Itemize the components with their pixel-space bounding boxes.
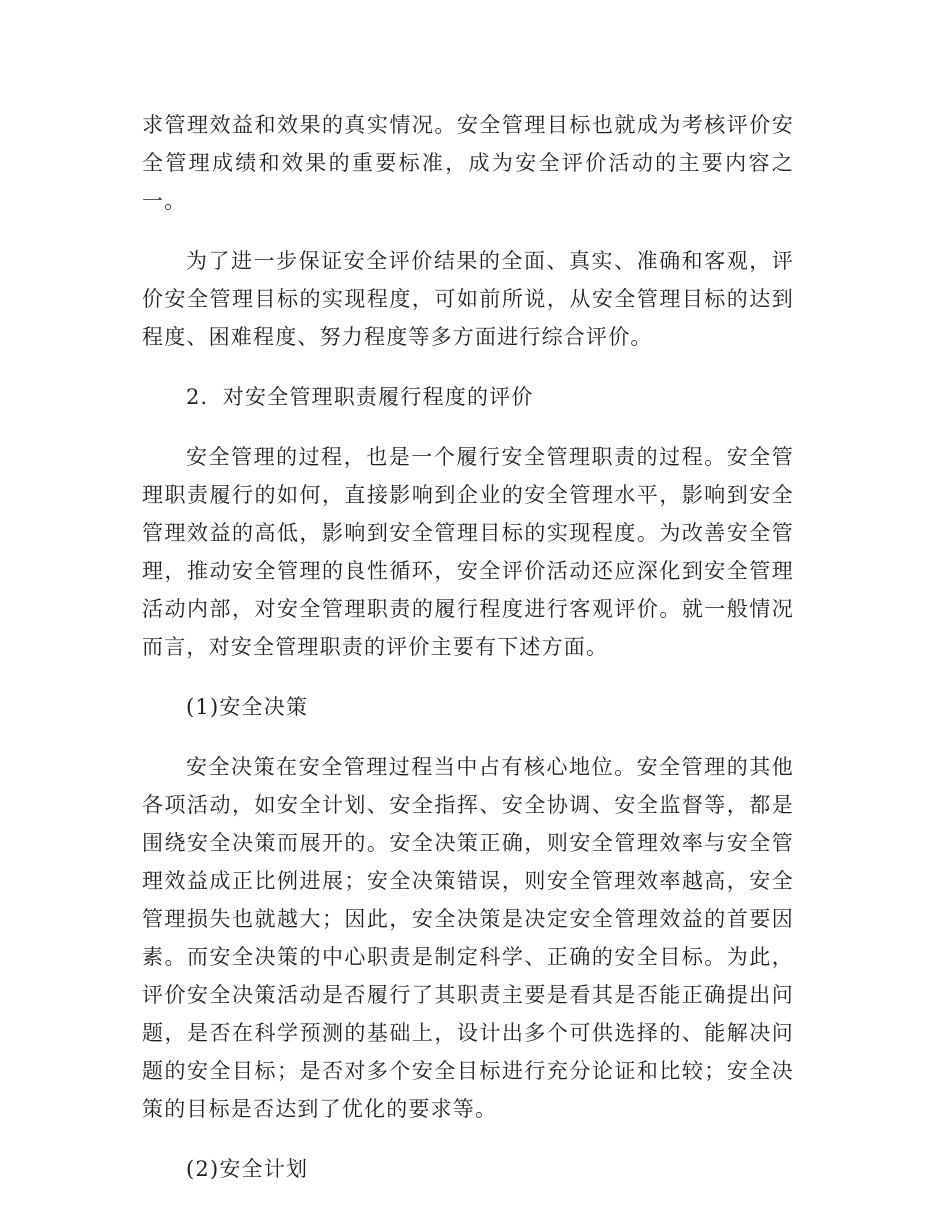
- paragraph-continuation: 求管理效益和效果的真实情况。安全管理目标也就成为考核评价安全管理成绩和效果的重要标准，成为安全评价活动的主要内容之一。: [142, 113, 794, 213]
- section-heading-2: 2．对安全管理职责履行程度的评价: [186, 385, 534, 409]
- document-body: [142, 106, 794, 1210]
- paragraph-safety-decision: 安全决策在安全管理过程当中占有核心地位。安全管理的其他各项活动，如安全计划、安全指挥、安全协调、安全监督等，都是围绕安全决策而展开的。安全决策正确，则安全管理效率与安全管理效益成正比例进展；安全决策错误，则安全管理效率越高，安全管理损失也就越大；因此，安全决策是决定安全管理效益的首要因素。而安全决策的中心职责是制定科学、正确的安全目标。为此，评价安全决策活动是否履行了其职责主要是看其是否能正确提出问题，是否在科学预测的基础上，设计出多个可供选择的、能解决问题的安全目标；是否对多个安全目标进行充分论证和比较；安全决策的目标是否达到了优化的要求等。: [142, 755, 794, 1121]
- subheading-safety-plan: (2)安全计划: [186, 1157, 309, 1181]
- paragraph-evaluation-goal: 为了进一步保证安全评价结果的全面、真实、准确和客观，评价安全管理目标的实现程度，可如前所说，从安全管理目标的达到程度、困难程度、努力程度等多方面进行综合评价。: [142, 249, 794, 349]
- paragraph-responsibility: 安全管理的过程，也是一个履行安全管理职责的过程。安全管理职责履行的如何，直接影响到企业的安全管理水平，影响到安全管理效益的高低，影响到安全管理目标的实现程度。为改善安全管理，推动安全管理的良性循环，安全评价活动还应深化到安全管理活动内部，对安全管理职责的履行程度进行客观评价。就一般情况而言，对安全管理职责的评价主要有下述方面。: [142, 445, 794, 659]
- subheading-safety-decision: (1)安全决策: [186, 695, 309, 719]
